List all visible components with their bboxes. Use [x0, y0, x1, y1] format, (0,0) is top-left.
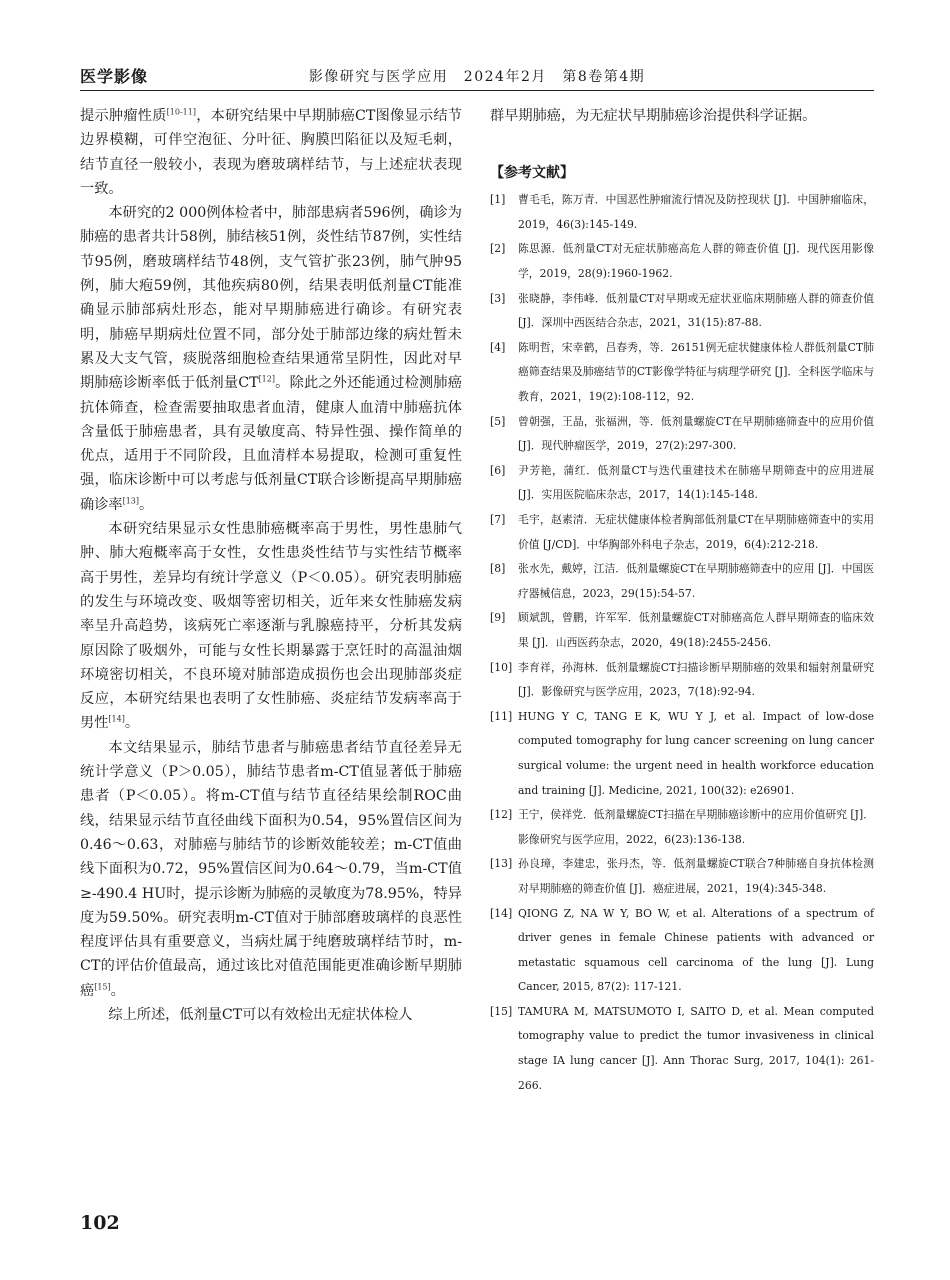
reference-item	[490, 606, 874, 655]
reference-item	[490, 188, 874, 237]
running-header	[80, 62, 874, 91]
reference-number: [10]	[490, 660, 513, 674]
paragraph-5: 综上所述，低剂量CT可以有效检出无症状体检人	[108, 1006, 413, 1023]
reference-item	[490, 237, 874, 286]
reference-text: 曾朝强，王晶，张福洲，等．低剂量螺旋CT在早期肺癌筛查中的应用价值 [J]．现代肿瘤医学，2019，27(2):297-300.	[518, 414, 874, 453]
reference-number: [14]	[490, 906, 513, 920]
reference-number: [11]	[490, 709, 513, 723]
reference-text: 孙良璋，李建忠，张丹杰，等．低剂量螺旋CT联合7种肺癌自身抗体检测对早期肺癌的筛查价值 [J]．癌症进展，2021，19(4):345-348.	[518, 857, 874, 895]
reference-text: 王宁，侯祥党．低剂量螺旋CT扫描在早期肺癌诊断中的应用价值研究 [J]．影像研究与医学应用，2022，6(23):136-138.	[518, 808, 874, 846]
right-column	[490, 104, 874, 1098]
reference-text: HUNG Y C, TANG E K, WU Y J, et al. Impact of low-dose computed tomography for lung cancer screening on lung cancer surgical volume: the urgent need in health workforce education and training [J]. Medicine, 2021, 100(32): e26901.	[518, 709, 874, 797]
reference-item	[490, 1000, 874, 1098]
reference-number: [6]	[490, 463, 506, 477]
reference-item	[490, 852, 874, 901]
citation[interactable]: [14]	[108, 714, 125, 724]
reference-item	[490, 902, 874, 1000]
citation[interactable]: [12]	[258, 374, 275, 384]
citation[interactable]: [10-11]	[166, 107, 196, 117]
reference-number: [15]	[490, 1004, 513, 1018]
citation[interactable]: [15]	[94, 981, 111, 991]
reference-text: 陈明哲，宋幸鹤，吕春秀，等．26151例无症状健康体检人群低剂量CT肺癌筛查结果及肺癌结节的CT影像学特征与病理学研究 [J]．全科医学临床与教育，2021，19(2):108-112，92.	[518, 340, 874, 404]
left-column	[80, 104, 462, 1027]
paragraph-4: 本文结果显示，肺结节患者与肺癌患者结节直径差异无统计学意义（P＞0.05），肺结节患者m-CT值显著低于肺癌患者（P＜0.05）。将m-CT值与结节直径结果绘制ROC曲线，结果显示结节直径曲线下面积为0.54，95%置信区间为0.46～0.63，对肺癌与肺结节的诊断效能较差；m-CT值曲线下面积为0.72，95%置信区间为0.64～0.79，当m-CT值≥-490.4 HU时，提示诊断为肺癌的灵敏度为78.95%，特异度为59.50%。研究表明m-CT值对于肺部磨玻璃样的良恶性程度评估具有重要意义，当病灶属于纯磨玻璃样结节时，m-CT的评估价值最高，通过该比对值范围能更准确诊断早期肺癌[15]。	[80, 739, 462, 999]
reference-item	[490, 705, 874, 803]
reference-number: [5]	[490, 414, 506, 428]
reference-item	[490, 557, 874, 606]
reference-number: [4]	[490, 340, 506, 354]
reference-number: [3]	[490, 291, 506, 305]
reference-item	[490, 656, 874, 705]
reference-item	[490, 803, 874, 852]
references-heading: 【参考文献】	[490, 165, 574, 182]
reference-text: 李育祥，孙海林．低剂量螺旋CT扫描诊断早期肺癌的效果和辐射剂量研究 [J]．影像研究与医学应用，2023，7(18):92-94.	[518, 660, 874, 699]
reference-number: [12]	[490, 808, 513, 822]
paragraph-3: 本研究结果显示女性患肺癌概率高于男性，男性患肺气肿、肺大疱概率高于女性，女性患炎性结节与实性结节概率高于男性，差异均有统计学意义（P＜0.05）。研究表明肺癌的发生与环境改变、吸烟等密切相关，近年来女性肺癌发病率呈升高趋势，该病死亡率逐渐与乳腺癌持平，分析其发病原因除了吸烟外，可能与女性长期暴露于烹饪时的高温油烟环境密切相关，不良环境对肺部造成损伤也会出现肺部炎症反应，本研究结果也表明了女性肺癌、炎症结节发病率高于男性[14]。	[80, 521, 462, 732]
reference-number: [2]	[490, 242, 506, 256]
reference-number: [13]	[490, 857, 513, 871]
reference-number: [1]	[490, 193, 506, 207]
journal-section-label: 医学影像	[80, 67, 149, 86]
reference-item	[490, 459, 874, 508]
journal-issue-info: 影像研究与医学应用 2024年2月 第8卷第4期	[308, 69, 646, 85]
reference-number: [7]	[490, 513, 506, 527]
reference-text: 张水先，戴婷，江洁．低剂量螺旋CT在早期肺癌筛查中的应用 [J]．中国医疗器械信息，2023，29(15):54-57.	[518, 562, 874, 600]
reference-item	[490, 508, 874, 557]
reference-item	[490, 287, 874, 336]
reference-text: TAMURA M, MATSUMOTO I, SAITO D, et al. Mean computed tomography value to predict the tumor invasiveness in clinical stage IA lung cancer [J]. Ann Thorac Surg, 2017, 104(1): 261-266.	[518, 1004, 874, 1092]
reference-item	[490, 336, 874, 410]
reference-text: 陈思源．低剂量CT对无症状肺癌高危人群的筛查价值 [J]．现代医用影像学，2019，28(9):1960-1962.	[518, 242, 874, 281]
reference-text: 尹芳艳，蒲红．低剂量CT与迭代重建技术在肺癌早期筛查中的应用进展 [J]．实用医院临床杂志，2017，14(1):145-148.	[518, 463, 874, 502]
reference-number: [9]	[490, 611, 506, 625]
paragraph-2: 本研究的2 000例体检者中，肺部患病者596例，确诊为肺癌的患者共计58例，肺结核51例，炎性结节87例，实性结节95例，磨玻璃样结节48例，支气管扩张23例，肺气肿95例，肺大疱59例，其他疾病80例，结果表明低剂量CT能准确显示肺部病灶形态，能对早期肺癌进行确诊。有研究表明，肺癌早期病灶位置不同，部分处于肺部边缘的病灶暂未累及大支气管，痰脱落细胞检查结果通常呈阴性，因此对早期肺癌诊断率低于低剂量CT[12]。除此之外还能通过检测肺癌抗体筛查，检查需要抽取患者血清，健康人血清中肺癌抗体含量低于肺癌患者，具有灵敏度高、特异性强、操作简单的优点，适用于不同阶段，且血清样本易提取，检测可重复性强，临床诊断中可以考虑与低剂量CT联合诊断提高早期肺癌确诊率[13]。	[80, 205, 462, 513]
reference-text: 张晓静，李伟峰．低剂量CT对早期或无症状亚临床期肺癌人群的筛查价值 [J]．深圳中西医结合杂志，2021，31(15):87-88.	[518, 291, 874, 330]
conclusion-continuation: 群早期肺癌，为无症状早期肺癌诊治提供科学证据。	[490, 108, 817, 124]
paragraph-1: 提示肿瘤性质[10-11]，本研究结果中早期肺癌CT图像显示结节边界模糊，可伴空泡征、分叶征、胸膜凹陷征以及短毛刺，结节直径一般较小，表现为磨玻璃样结节，与上述症状表现一致。	[80, 107, 462, 197]
reference-text: 曹毛毛，陈万青．中国恶性肿瘤流行情况及防控现状 [J]．中国肿瘤临床，2019，46(3):145-149.	[518, 193, 874, 231]
reference-list	[490, 188, 874, 1098]
reference-text: QIONG Z, NA W Y, BO W, et al. Alterations of a spectrum of driver genes in female Chinese patients with advanced or metastatic squamous cell carcinoma of the lung [J]. Lung Cancer, 2015, 87(2): 117-121.	[518, 906, 874, 994]
reference-item	[490, 410, 874, 459]
reference-text: 毛宇，赵素清．无症状健康体检者胸部低剂量CT在早期肺癌筛查中的实用价值 [J/CD]．中华胸部外科电子杂志，2019，6(4):212-218.	[518, 513, 874, 551]
reference-text: 顾斌凯，曾鹏，许军军．低剂量螺旋CT对肺癌高危人群早期筛查的临床效果 [J]．山西医药杂志，2020，49(18):2455-2456.	[518, 611, 874, 649]
citation[interactable]: [13]	[122, 496, 139, 506]
reference-number: [8]	[490, 562, 506, 576]
page-number: 102	[80, 1212, 120, 1234]
